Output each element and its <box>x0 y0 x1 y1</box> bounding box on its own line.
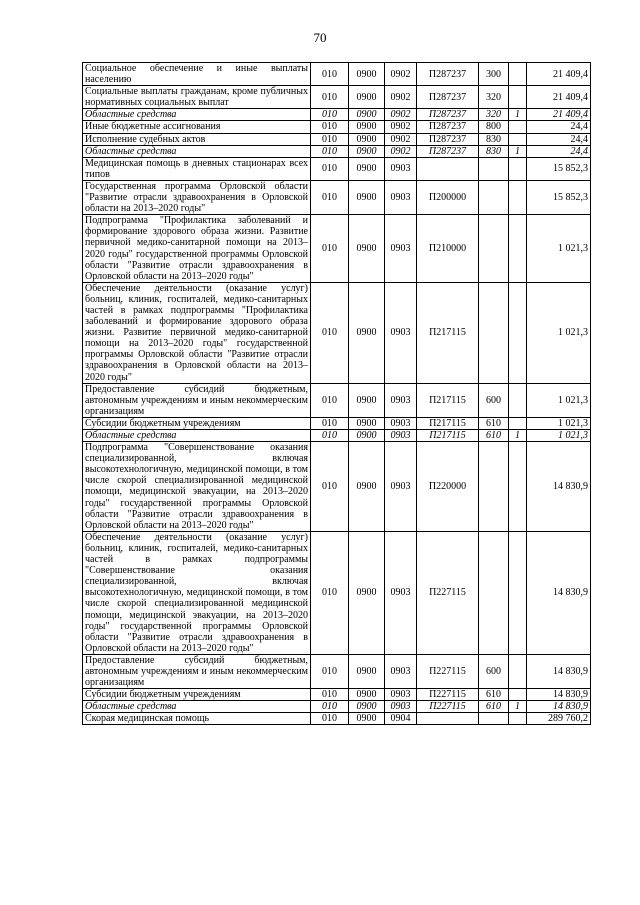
amount-cell: 24,4 <box>527 133 591 145</box>
amount-cell: 14 830,9 <box>527 654 591 688</box>
description-cell: Областные средства <box>83 701 311 713</box>
target-article-cell: П287237 <box>417 121 479 133</box>
ministry-code-cell: 010 <box>311 383 349 417</box>
target-article-cell <box>417 713 479 725</box>
source-code-cell <box>509 713 527 725</box>
section-code-cell: 0900 <box>349 713 385 725</box>
description-cell: Подпрограмма "Совершенствование оказания специализированной, включая высокотехнологичную, медицинской помощи, в том числе скорой специализированной медицинской помощи, медицинской эвакуации, на 2013–2020 годы" государственной программы Орловской области "Развитие отрасли здравоохранения в Орловской области на 2013–2020 годы" <box>83 442 311 532</box>
ministry-code-cell: 010 <box>311 282 349 383</box>
subsection-code-cell: 0902 <box>385 133 417 145</box>
section-code-cell: 0900 <box>349 145 385 157</box>
source-code-cell <box>509 383 527 417</box>
expense-type-cell <box>479 157 509 180</box>
amount-cell: 1 021,3 <box>527 282 591 383</box>
subsection-code-cell: 0903 <box>385 157 417 180</box>
ministry-code-cell: 010 <box>311 430 349 442</box>
description-cell: Субсидии бюджетным учреждениям <box>83 417 311 429</box>
source-code-cell <box>509 215 527 283</box>
description-cell: Обеспечение деятельности (оказание услуг) больниц, клиник, госпиталей, медико-санитарных частей в рамках подпрограммы "Совершенствование оказания специализированной, включая высокотехнологичную, медицинской помощи, в том числе скорой специализированной медицинской помощи, медицинской эвакуации, на 2013–2020 годы" государственной программы Орловской области "Развитие отрасли здравоохранения в Орловской области на 2013–2020 годы" <box>83 531 311 654</box>
subsection-code-cell: 0902 <box>385 109 417 121</box>
ministry-code-cell: 010 <box>311 180 349 214</box>
target-article-cell: П227115 <box>417 689 479 701</box>
description-cell: Медицинская помощь в дневных стационарах всех типов <box>83 157 311 180</box>
section-code-cell: 0900 <box>349 109 385 121</box>
table-row <box>83 531 591 654</box>
expense-type-cell <box>479 215 509 283</box>
description-cell: Исполнение судебных актов <box>83 133 311 145</box>
subsection-code-cell: 0903 <box>385 215 417 283</box>
target-article-cell: П287237 <box>417 133 479 145</box>
source-code-cell <box>509 442 527 532</box>
table-row <box>83 180 591 214</box>
section-code-cell: 0900 <box>349 157 385 180</box>
subsection-code-cell: 0902 <box>385 145 417 157</box>
source-code-cell: 1 <box>509 701 527 713</box>
subsection-code-cell: 0902 <box>385 86 417 109</box>
amount-cell: 14 830,9 <box>527 531 591 654</box>
amount-cell: 1 021,3 <box>527 430 591 442</box>
amount-cell: 1 021,3 <box>527 215 591 283</box>
amount-cell: 15 852,3 <box>527 157 591 180</box>
amount-cell: 14 830,9 <box>527 442 591 532</box>
subsection-code-cell: 0903 <box>385 180 417 214</box>
target-article-cell: П227115 <box>417 654 479 688</box>
section-code-cell: 0900 <box>349 86 385 109</box>
target-article-cell <box>417 157 479 180</box>
target-article-cell: П217115 <box>417 417 479 429</box>
source-code-cell <box>509 180 527 214</box>
expense-type-cell: 610 <box>479 430 509 442</box>
expense-type-cell: 610 <box>479 701 509 713</box>
table-row <box>83 713 591 725</box>
source-code-cell <box>509 63 527 86</box>
budget-table <box>82 62 591 725</box>
description-cell: Областные средства <box>83 109 311 121</box>
section-code-cell: 0900 <box>349 383 385 417</box>
expense-type-cell <box>479 180 509 214</box>
description-cell: Социальное обеспечение и иные выплаты населению <box>83 63 311 86</box>
table-row <box>83 689 591 701</box>
table-row <box>83 109 591 121</box>
table-row <box>83 701 591 713</box>
target-article-cell: П287237 <box>417 145 479 157</box>
source-code-cell <box>509 417 527 429</box>
expense-type-cell: 600 <box>479 383 509 417</box>
ministry-code-cell: 010 <box>311 121 349 133</box>
table-row <box>83 430 591 442</box>
table-body <box>83 63 591 725</box>
description-cell: Подпрограмма "Профилактика заболеваний и формирование здорового образа жизни. Развитие первичной медико-санитарной помощи на 2013–2020 годы" государственной программы Орловской области "Развитие отрасли здравоохранения в Орловской области на 2013–2020 годы" <box>83 215 311 283</box>
source-code-cell <box>509 86 527 109</box>
table-row <box>83 86 591 109</box>
expense-type-cell: 610 <box>479 689 509 701</box>
amount-cell: 24,4 <box>527 121 591 133</box>
ministry-code-cell: 010 <box>311 63 349 86</box>
expense-type-cell: 600 <box>479 654 509 688</box>
table-row <box>83 145 591 157</box>
amount-cell: 14 830,9 <box>527 701 591 713</box>
section-code-cell: 0900 <box>349 121 385 133</box>
target-article-cell: П287237 <box>417 86 479 109</box>
amount-cell: 14 830,9 <box>527 689 591 701</box>
description-cell: Обеспечение деятельности (оказание услуг) больниц, клиник, госпиталей, медико-санитарных частей в рамках подпрограммы "Профилактика заболеваний и формирование здорового образа жизни. Развитие первичной медико-санитарной помощи на 2013–2020 годы" государственной программы Орловской области "Развитие отрасли здравоохранения в Орловской области на 2013–2020 годы" <box>83 282 311 383</box>
ministry-code-cell: 010 <box>311 86 349 109</box>
expense-type-cell: 610 <box>479 417 509 429</box>
target-article-cell: П217115 <box>417 430 479 442</box>
ministry-code-cell: 010 <box>311 417 349 429</box>
expense-type-cell: 320 <box>479 86 509 109</box>
section-code-cell: 0900 <box>349 689 385 701</box>
description-cell: Предоставление субсидий бюджетным, автономным учреждениям и иным некоммерческим организациям <box>83 654 311 688</box>
description-cell: Государственная программа Орловской области "Развитие отрасли здравоохранения в Орловской области на 2013–2020 годы" <box>83 180 311 214</box>
expense-type-cell: 320 <box>479 109 509 121</box>
ministry-code-cell: 010 <box>311 133 349 145</box>
amount-cell: 21 409,4 <box>527 86 591 109</box>
subsection-code-cell: 0903 <box>385 689 417 701</box>
subsection-code-cell: 0903 <box>385 383 417 417</box>
ministry-code-cell: 010 <box>311 713 349 725</box>
expense-type-cell: 830 <box>479 145 509 157</box>
source-code-cell <box>509 689 527 701</box>
section-code-cell: 0900 <box>349 701 385 713</box>
ministry-code-cell: 010 <box>311 157 349 180</box>
subsection-code-cell: 0903 <box>385 417 417 429</box>
subsection-code-cell: 0902 <box>385 63 417 86</box>
subsection-code-cell: 0903 <box>385 701 417 713</box>
target-article-cell: П227115 <box>417 531 479 654</box>
amount-cell: 1 021,3 <box>527 383 591 417</box>
section-code-cell: 0900 <box>349 282 385 383</box>
amount-cell: 289 760,2 <box>527 713 591 725</box>
amount-cell: 21 409,4 <box>527 63 591 86</box>
expense-type-cell <box>479 531 509 654</box>
description-cell: Субсидии бюджетным учреждениям <box>83 689 311 701</box>
table-row <box>83 442 591 532</box>
source-code-cell: 1 <box>509 430 527 442</box>
source-code-cell <box>509 531 527 654</box>
target-article-cell: П227115 <box>417 701 479 713</box>
section-code-cell: 0900 <box>349 180 385 214</box>
section-code-cell: 0900 <box>349 215 385 283</box>
target-article-cell: П200000 <box>417 180 479 214</box>
subsection-code-cell: 0903 <box>385 654 417 688</box>
section-code-cell: 0900 <box>349 430 385 442</box>
amount-cell: 1 021,3 <box>527 417 591 429</box>
source-code-cell <box>509 157 527 180</box>
ministry-code-cell: 010 <box>311 701 349 713</box>
expense-type-cell <box>479 442 509 532</box>
subsection-code-cell: 0902 <box>385 121 417 133</box>
table-row <box>83 383 591 417</box>
source-code-cell <box>509 282 527 383</box>
section-code-cell: 0900 <box>349 654 385 688</box>
section-code-cell: 0900 <box>349 442 385 532</box>
table-row <box>83 654 591 688</box>
ministry-code-cell: 010 <box>311 531 349 654</box>
amount-cell: 24,4 <box>527 145 591 157</box>
expense-type-cell: 300 <box>479 63 509 86</box>
subsection-code-cell: 0903 <box>385 430 417 442</box>
expense-type-cell <box>479 713 509 725</box>
ministry-code-cell: 010 <box>311 215 349 283</box>
table-row <box>83 215 591 283</box>
ministry-code-cell: 010 <box>311 442 349 532</box>
subsection-code-cell: 0903 <box>385 442 417 532</box>
description-cell: Скорая медицинская помощь <box>83 713 311 725</box>
subsection-code-cell: 0903 <box>385 282 417 383</box>
ministry-code-cell: 010 <box>311 689 349 701</box>
subsection-code-cell: 0903 <box>385 531 417 654</box>
description-cell: Иные бюджетные ассигнования <box>83 121 311 133</box>
expense-type-cell <box>479 282 509 383</box>
table-row <box>83 157 591 180</box>
table-row <box>83 63 591 86</box>
source-code-cell <box>509 654 527 688</box>
description-cell: Социальные выплаты гражданам, кроме публичных нормативных социальных выплат <box>83 86 311 109</box>
section-code-cell: 0900 <box>349 133 385 145</box>
amount-cell: 15 852,3 <box>527 180 591 214</box>
section-code-cell: 0900 <box>349 417 385 429</box>
ministry-code-cell: 010 <box>311 654 349 688</box>
target-article-cell: П217115 <box>417 282 479 383</box>
table-row <box>83 417 591 429</box>
subsection-code-cell: 0904 <box>385 713 417 725</box>
ministry-code-cell: 010 <box>311 109 349 121</box>
amount-cell: 21 409,4 <box>527 109 591 121</box>
source-code-cell <box>509 133 527 145</box>
source-code-cell <box>509 121 527 133</box>
section-code-cell: 0900 <box>349 63 385 86</box>
target-article-cell: П287237 <box>417 109 479 121</box>
target-article-cell: П217115 <box>417 383 479 417</box>
section-code-cell: 0900 <box>349 531 385 654</box>
expense-type-cell: 800 <box>479 121 509 133</box>
description-cell: Областные средства <box>83 145 311 157</box>
description-cell: Предоставление субсидий бюджетным, автономным учреждениям и иным некоммерческим организациям <box>83 383 311 417</box>
target-article-cell: П220000 <box>417 442 479 532</box>
table-row <box>83 282 591 383</box>
description-cell: Областные средства <box>83 430 311 442</box>
table-row <box>83 121 591 133</box>
table-row <box>83 133 591 145</box>
page-number: 70 <box>313 30 327 45</box>
source-code-cell: 1 <box>509 109 527 121</box>
target-article-cell: П210000 <box>417 215 479 283</box>
source-code-cell: 1 <box>509 145 527 157</box>
target-article-cell: П287237 <box>417 63 479 86</box>
expense-type-cell: 830 <box>479 133 509 145</box>
ministry-code-cell: 010 <box>311 145 349 157</box>
